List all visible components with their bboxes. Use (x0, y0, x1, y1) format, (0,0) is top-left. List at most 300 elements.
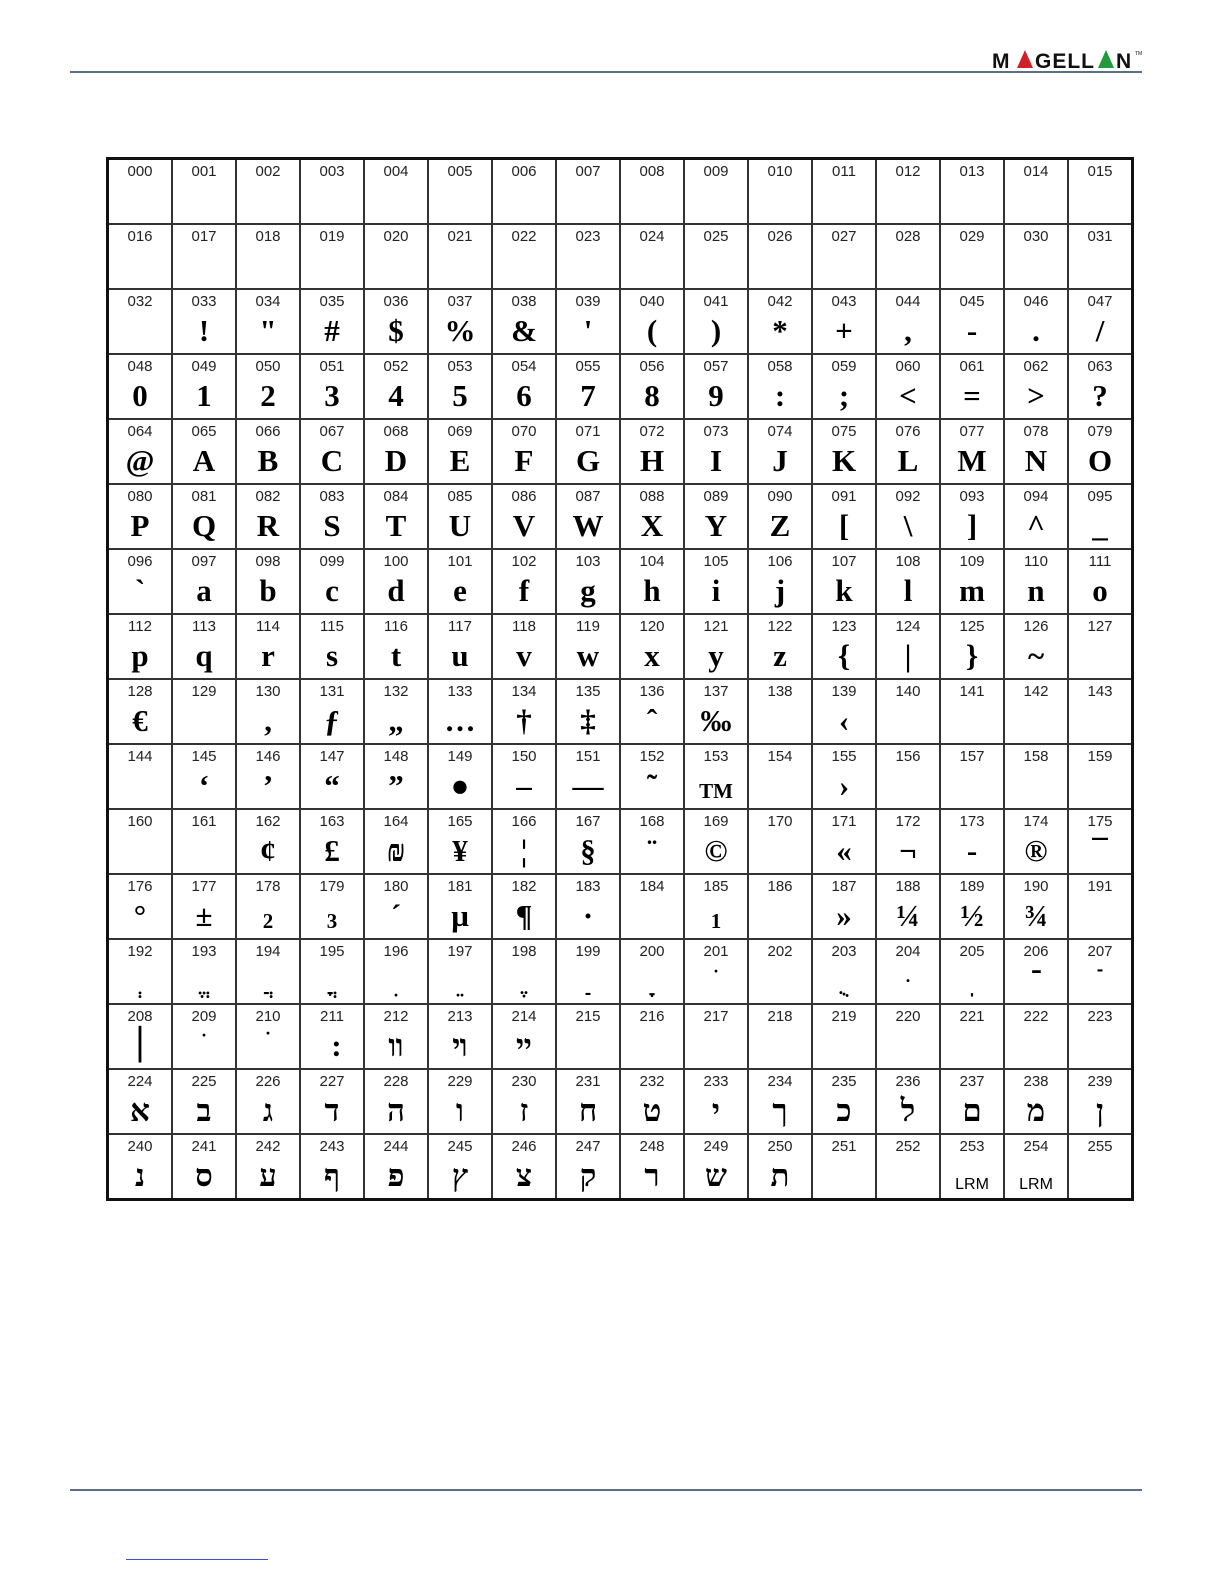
char-code: 171 (831, 813, 857, 830)
char-glyph: = (963, 378, 981, 413)
char-code: 145 (191, 748, 217, 765)
char-code: 123 (831, 618, 857, 635)
char-glyph (621, 963, 683, 999)
char-cell (364, 419, 428, 484)
char-glyph: > (1027, 378, 1045, 413)
char-code: 012 (895, 163, 921, 180)
char-glyph: n (1027, 573, 1045, 608)
char-cell (1004, 1069, 1068, 1134)
char-cell (556, 419, 620, 484)
char-code: 108 (895, 553, 921, 570)
char-code: 079 (1087, 423, 1113, 440)
char-code: 126 (1023, 618, 1049, 635)
char-code: 209 (191, 1008, 217, 1025)
char-code: 225 (191, 1073, 217, 1090)
char-glyph: … (444, 703, 476, 738)
char-glyph: 3 (324, 378, 340, 413)
char-cell (684, 1069, 748, 1134)
char-glyph: v (516, 638, 532, 673)
char-glyph: q (195, 638, 213, 673)
char-code: 125 (959, 618, 985, 635)
char-code: 097 (191, 553, 217, 570)
char-glyph: ת (770, 1158, 790, 1193)
char-glyph: ¶ (515, 898, 533, 933)
char-cell (556, 1134, 620, 1200)
char-glyph: , (904, 313, 912, 348)
char-code: 100 (383, 553, 409, 570)
char-code: 211 (320, 1008, 344, 1025)
char-cell (1068, 679, 1133, 744)
char-glyph: l (903, 573, 913, 608)
char-code: 246 (511, 1138, 537, 1155)
char-code: 226 (255, 1073, 281, 1090)
char-code: 164 (383, 813, 409, 830)
char-cell (428, 614, 492, 679)
char-cell (172, 809, 236, 874)
char-code: 169 (703, 813, 729, 830)
char-code: 250 (767, 1138, 793, 1155)
char-code: 040 (639, 293, 665, 310)
char-glyph (493, 963, 555, 999)
char-cell (684, 549, 748, 614)
char-cell (940, 939, 1004, 1004)
char-code: 008 (639, 163, 665, 180)
char-cell (812, 1069, 876, 1134)
char-cell (1004, 1134, 1068, 1200)
char-cell (236, 354, 300, 419)
char-cell (236, 159, 300, 225)
char-cell (364, 159, 428, 225)
char-cell (620, 549, 684, 614)
char-cell (812, 809, 876, 874)
char-code: 072 (639, 423, 665, 440)
char-code: 141 (959, 683, 985, 700)
char-cell (876, 419, 940, 484)
char-code: 133 (447, 683, 473, 700)
char-glyph: ר (644, 1158, 660, 1193)
char-code: 237 (959, 1073, 985, 1090)
char-glyph: — (572, 768, 604, 803)
char-cell (492, 679, 556, 744)
char-code: 192 (127, 943, 153, 960)
char-cell (684, 939, 748, 1004)
char-cell (940, 679, 1004, 744)
char-code: 180 (383, 878, 409, 895)
char-code: 099 (319, 553, 345, 570)
char-cell (1004, 874, 1068, 939)
char-glyph: ¾ (1024, 898, 1048, 933)
char-code: 233 (703, 1073, 729, 1090)
char-glyph: ‡ (580, 703, 596, 738)
char-glyph: T (385, 508, 407, 543)
char-code: 128 (127, 683, 153, 700)
char-cell (1068, 354, 1133, 419)
char-code: 088 (639, 488, 665, 505)
char-glyph: C (320, 443, 344, 478)
char-cell (364, 939, 428, 1004)
char-cell (108, 224, 173, 289)
char-glyph: װ (388, 1028, 404, 1063)
char-cell (492, 484, 556, 549)
char-code: 191 (1087, 878, 1113, 895)
char-glyph: 3 (326, 909, 338, 933)
char-code: 019 (319, 228, 345, 245)
char-glyph: » (836, 898, 852, 933)
char-code: 224 (127, 1073, 153, 1090)
char-glyph: W (572, 508, 604, 543)
char-cell (492, 1134, 556, 1200)
char-glyph: ´ (390, 898, 402, 933)
char-glyph: u (451, 638, 469, 673)
char-cell (748, 289, 812, 354)
char-code: 228 (383, 1073, 409, 1090)
svg-text:M: M (992, 50, 1011, 72)
char-cell (940, 354, 1004, 419)
char-glyph: ° (133, 898, 147, 933)
char-code: 124 (895, 618, 921, 635)
char-code: 000 (127, 163, 153, 180)
char-glyph: ג (262, 1093, 274, 1128)
char-code: 082 (255, 488, 281, 505)
char-cell (1004, 484, 1068, 549)
char-code: 096 (127, 553, 153, 570)
char-code: 153 (703, 748, 729, 765)
char-cell (684, 159, 748, 225)
char-code: 066 (255, 423, 281, 440)
char-glyph: ) (710, 313, 722, 348)
char-glyph (941, 963, 1003, 999)
char-cell (428, 744, 492, 809)
char-code: 156 (895, 748, 921, 765)
char-cell (876, 1069, 940, 1134)
char-cell (108, 809, 173, 874)
char-glyph: b (259, 573, 277, 608)
char-code: 130 (255, 683, 281, 700)
char-glyph: Q (191, 508, 217, 543)
char-glyph: ס (195, 1158, 213, 1193)
char-cell (492, 744, 556, 809)
char-cell (108, 1004, 173, 1069)
char-code: 254 (1023, 1138, 1049, 1155)
char-code: 193 (191, 943, 217, 960)
char-cell (236, 809, 300, 874)
char-cell (492, 159, 556, 225)
char-cell (876, 679, 940, 744)
char-code: 149 (447, 748, 473, 765)
char-cell (812, 614, 876, 679)
char-glyph: _ (1092, 508, 1108, 543)
char-glyph: % (444, 313, 476, 348)
char-code: 098 (255, 553, 281, 570)
char-code: 184 (639, 878, 665, 895)
char-cell (940, 549, 1004, 614)
char-glyph: x (644, 638, 660, 673)
char-glyph (557, 963, 619, 999)
char-code: 198 (511, 943, 537, 960)
char-cell (428, 1134, 492, 1200)
char-code: 104 (639, 553, 665, 570)
char-glyph: ½ (960, 898, 984, 933)
char-cell (492, 224, 556, 289)
char-code: 248 (639, 1138, 665, 1155)
char-glyph: # (324, 313, 340, 348)
char-code: 176 (127, 878, 153, 895)
char-code: 219 (831, 1008, 857, 1025)
char-code: 244 (383, 1138, 409, 1155)
char-code: 163 (319, 813, 345, 830)
char-glyph: ¬ (899, 833, 917, 868)
char-code: 090 (767, 488, 793, 505)
char-glyph: < (899, 378, 917, 413)
char-code: 032 (127, 293, 153, 310)
char-glyph: $ (388, 313, 404, 348)
char-cell (300, 289, 364, 354)
char-cell (172, 484, 236, 549)
char-code: 046 (1023, 293, 1049, 310)
table-row (108, 549, 1133, 614)
char-cell (428, 289, 492, 354)
char-glyph: e (453, 573, 467, 608)
char-cell (620, 159, 684, 225)
char-cell (364, 224, 428, 289)
magellan-logo (992, 46, 1142, 72)
char-code: 111 (1088, 553, 1112, 570)
char-cell (940, 614, 1004, 679)
char-glyph: LRM (955, 1176, 989, 1193)
char-code: 071 (575, 423, 601, 440)
char-glyph: G (575, 443, 601, 478)
char-code: 022 (511, 228, 537, 245)
char-glyph: ~ (1027, 638, 1045, 673)
char-cell (236, 1004, 300, 1069)
char-glyph: H (639, 443, 665, 478)
char-cell (172, 549, 236, 614)
char-glyph: ˆ (646, 703, 658, 738)
char-code: 170 (767, 813, 793, 830)
char-glyph: ו (456, 1093, 464, 1128)
char-cell (1068, 289, 1133, 354)
char-cell (492, 614, 556, 679)
char-glyph: · (582, 898, 594, 933)
char-cell (876, 484, 940, 549)
char-cell (940, 1004, 1004, 1069)
char-code: 113 (192, 618, 216, 635)
table-row (108, 484, 1133, 549)
footer-rule (70, 1489, 1142, 1491)
svg-text:GELL: GELL (1035, 50, 1095, 72)
char-cell (1004, 809, 1068, 874)
char-cell (300, 744, 364, 809)
char-cell (812, 419, 876, 484)
char-code: 053 (447, 358, 473, 375)
char-glyph: ± (195, 898, 213, 933)
char-code: 151 (575, 748, 601, 765)
char-cell (364, 1069, 428, 1134)
char-code: 127 (1087, 618, 1113, 635)
char-cell (236, 484, 300, 549)
char-cell (620, 874, 684, 939)
char-glyph: ש (705, 1158, 727, 1193)
char-cell (620, 614, 684, 679)
char-code: 074 (767, 423, 793, 440)
char-code: 007 (575, 163, 601, 180)
char-glyph: g (580, 573, 596, 608)
char-glyph: + (835, 313, 853, 348)
char-glyph: מ (1026, 1093, 1046, 1128)
char-glyph: ן (1096, 1093, 1104, 1128)
char-code: 023 (575, 228, 601, 245)
char-code: 076 (895, 423, 921, 440)
char-glyph: TM (699, 779, 733, 803)
char-cell (812, 679, 876, 744)
char-glyph: “ (324, 768, 340, 803)
char-cell (940, 159, 1004, 225)
char-code: 042 (767, 293, 793, 310)
char-glyph: - (966, 313, 978, 348)
char-code: 229 (447, 1073, 473, 1090)
char-cell (1068, 1134, 1133, 1200)
char-code: 231 (575, 1073, 601, 1090)
char-cell (364, 289, 428, 354)
char-glyph: B (257, 443, 279, 478)
char-code: 069 (447, 423, 473, 440)
char-cell (684, 354, 748, 419)
footer-link-underline[interactable] (126, 1559, 268, 1560)
char-code: 016 (127, 228, 153, 245)
char-cell (620, 939, 684, 1004)
char-code: 238 (1023, 1073, 1049, 1090)
char-glyph: ל (900, 1093, 916, 1128)
char-code: 021 (447, 228, 473, 245)
char-code: 033 (191, 293, 217, 310)
char-code: 073 (703, 423, 729, 440)
char-glyph (237, 963, 299, 999)
char-glyph (1069, 963, 1131, 999)
char-glyph: F (514, 443, 534, 478)
char-code: 078 (1023, 423, 1049, 440)
char-cell (364, 874, 428, 939)
char-glyph: | (904, 638, 912, 673)
char-code: 138 (767, 683, 793, 700)
char-code: 014 (1023, 163, 1049, 180)
char-code: 187 (831, 878, 857, 895)
char-code: 045 (959, 293, 985, 310)
char-cell (748, 224, 812, 289)
char-cell (876, 159, 940, 225)
char-cell (684, 809, 748, 874)
char-code: 218 (767, 1008, 793, 1025)
char-glyph: פ (387, 1158, 405, 1193)
char-glyph: ץ (451, 1158, 469, 1193)
char-cell (684, 614, 748, 679)
char-code: 166 (511, 813, 537, 830)
char-code: 160 (127, 813, 153, 830)
char-cell (108, 1134, 173, 1200)
char-code: 107 (831, 553, 857, 570)
char-glyph: J (772, 443, 788, 478)
char-cell (108, 874, 173, 939)
char-glyph: 0 (132, 378, 148, 413)
char-code: 081 (191, 488, 217, 505)
char-glyph: – (516, 768, 532, 803)
table-row (108, 614, 1133, 679)
char-glyph: L (897, 443, 919, 478)
char-cell (940, 419, 1004, 484)
char-glyph: נ (134, 1158, 146, 1193)
char-code: 242 (255, 1138, 281, 1155)
char-glyph: ; (838, 378, 850, 413)
char-cell (748, 159, 812, 225)
char-code: 241 (191, 1138, 217, 1155)
char-code: 002 (255, 163, 281, 180)
char-glyph (109, 963, 171, 999)
char-code: 152 (639, 748, 665, 765)
char-glyph: ¼ (896, 898, 920, 933)
char-code: 080 (127, 488, 153, 505)
char-code: 243 (319, 1138, 345, 1155)
char-glyph: ¦ (520, 833, 528, 868)
char-cell (748, 354, 812, 419)
char-code: 052 (383, 358, 409, 375)
char-glyph: D (384, 443, 408, 478)
char-glyph: { (837, 638, 851, 673)
char-code: 216 (639, 1008, 665, 1025)
char-cell (428, 679, 492, 744)
char-cell (492, 354, 556, 419)
char-cell (428, 419, 492, 484)
character-code-table (106, 157, 1134, 1201)
char-code: 129 (191, 683, 217, 700)
char-code: 165 (447, 813, 473, 830)
char-glyph: : (774, 378, 786, 413)
char-glyph: 1 (196, 378, 212, 413)
char-glyph: ה (387, 1093, 405, 1128)
char-code: 041 (703, 293, 729, 310)
char-code: 204 (895, 943, 921, 960)
char-code: 061 (959, 358, 985, 375)
char-cell (1068, 874, 1133, 939)
char-cell (364, 484, 428, 549)
table-row (108, 1004, 1133, 1069)
char-cell (684, 1134, 748, 1200)
char-cell (108, 484, 173, 549)
char-cell (940, 1134, 1004, 1200)
header-rule (70, 71, 1142, 73)
char-code: 189 (959, 878, 985, 895)
char-cell (812, 1134, 876, 1200)
char-glyph (301, 1028, 363, 1064)
char-glyph: / (1095, 313, 1105, 348)
char-glyph (365, 963, 427, 999)
char-cell (940, 874, 1004, 939)
char-code: 140 (895, 683, 921, 700)
char-glyph: \ (903, 508, 913, 543)
char-glyph (685, 963, 747, 999)
char-cell (748, 419, 812, 484)
svg-text:N: N (1116, 50, 1132, 72)
char-cell (684, 744, 748, 809)
char-cell (876, 1004, 940, 1069)
char-code: 062 (1023, 358, 1049, 375)
char-cell (492, 939, 556, 1004)
char-glyph: P (130, 508, 150, 543)
char-glyph: " (259, 313, 277, 348)
char-cell (364, 1004, 428, 1069)
char-glyph: © (704, 833, 728, 868)
char-glyph: V (512, 508, 536, 543)
char-cell (428, 484, 492, 549)
char-cell (812, 224, 876, 289)
